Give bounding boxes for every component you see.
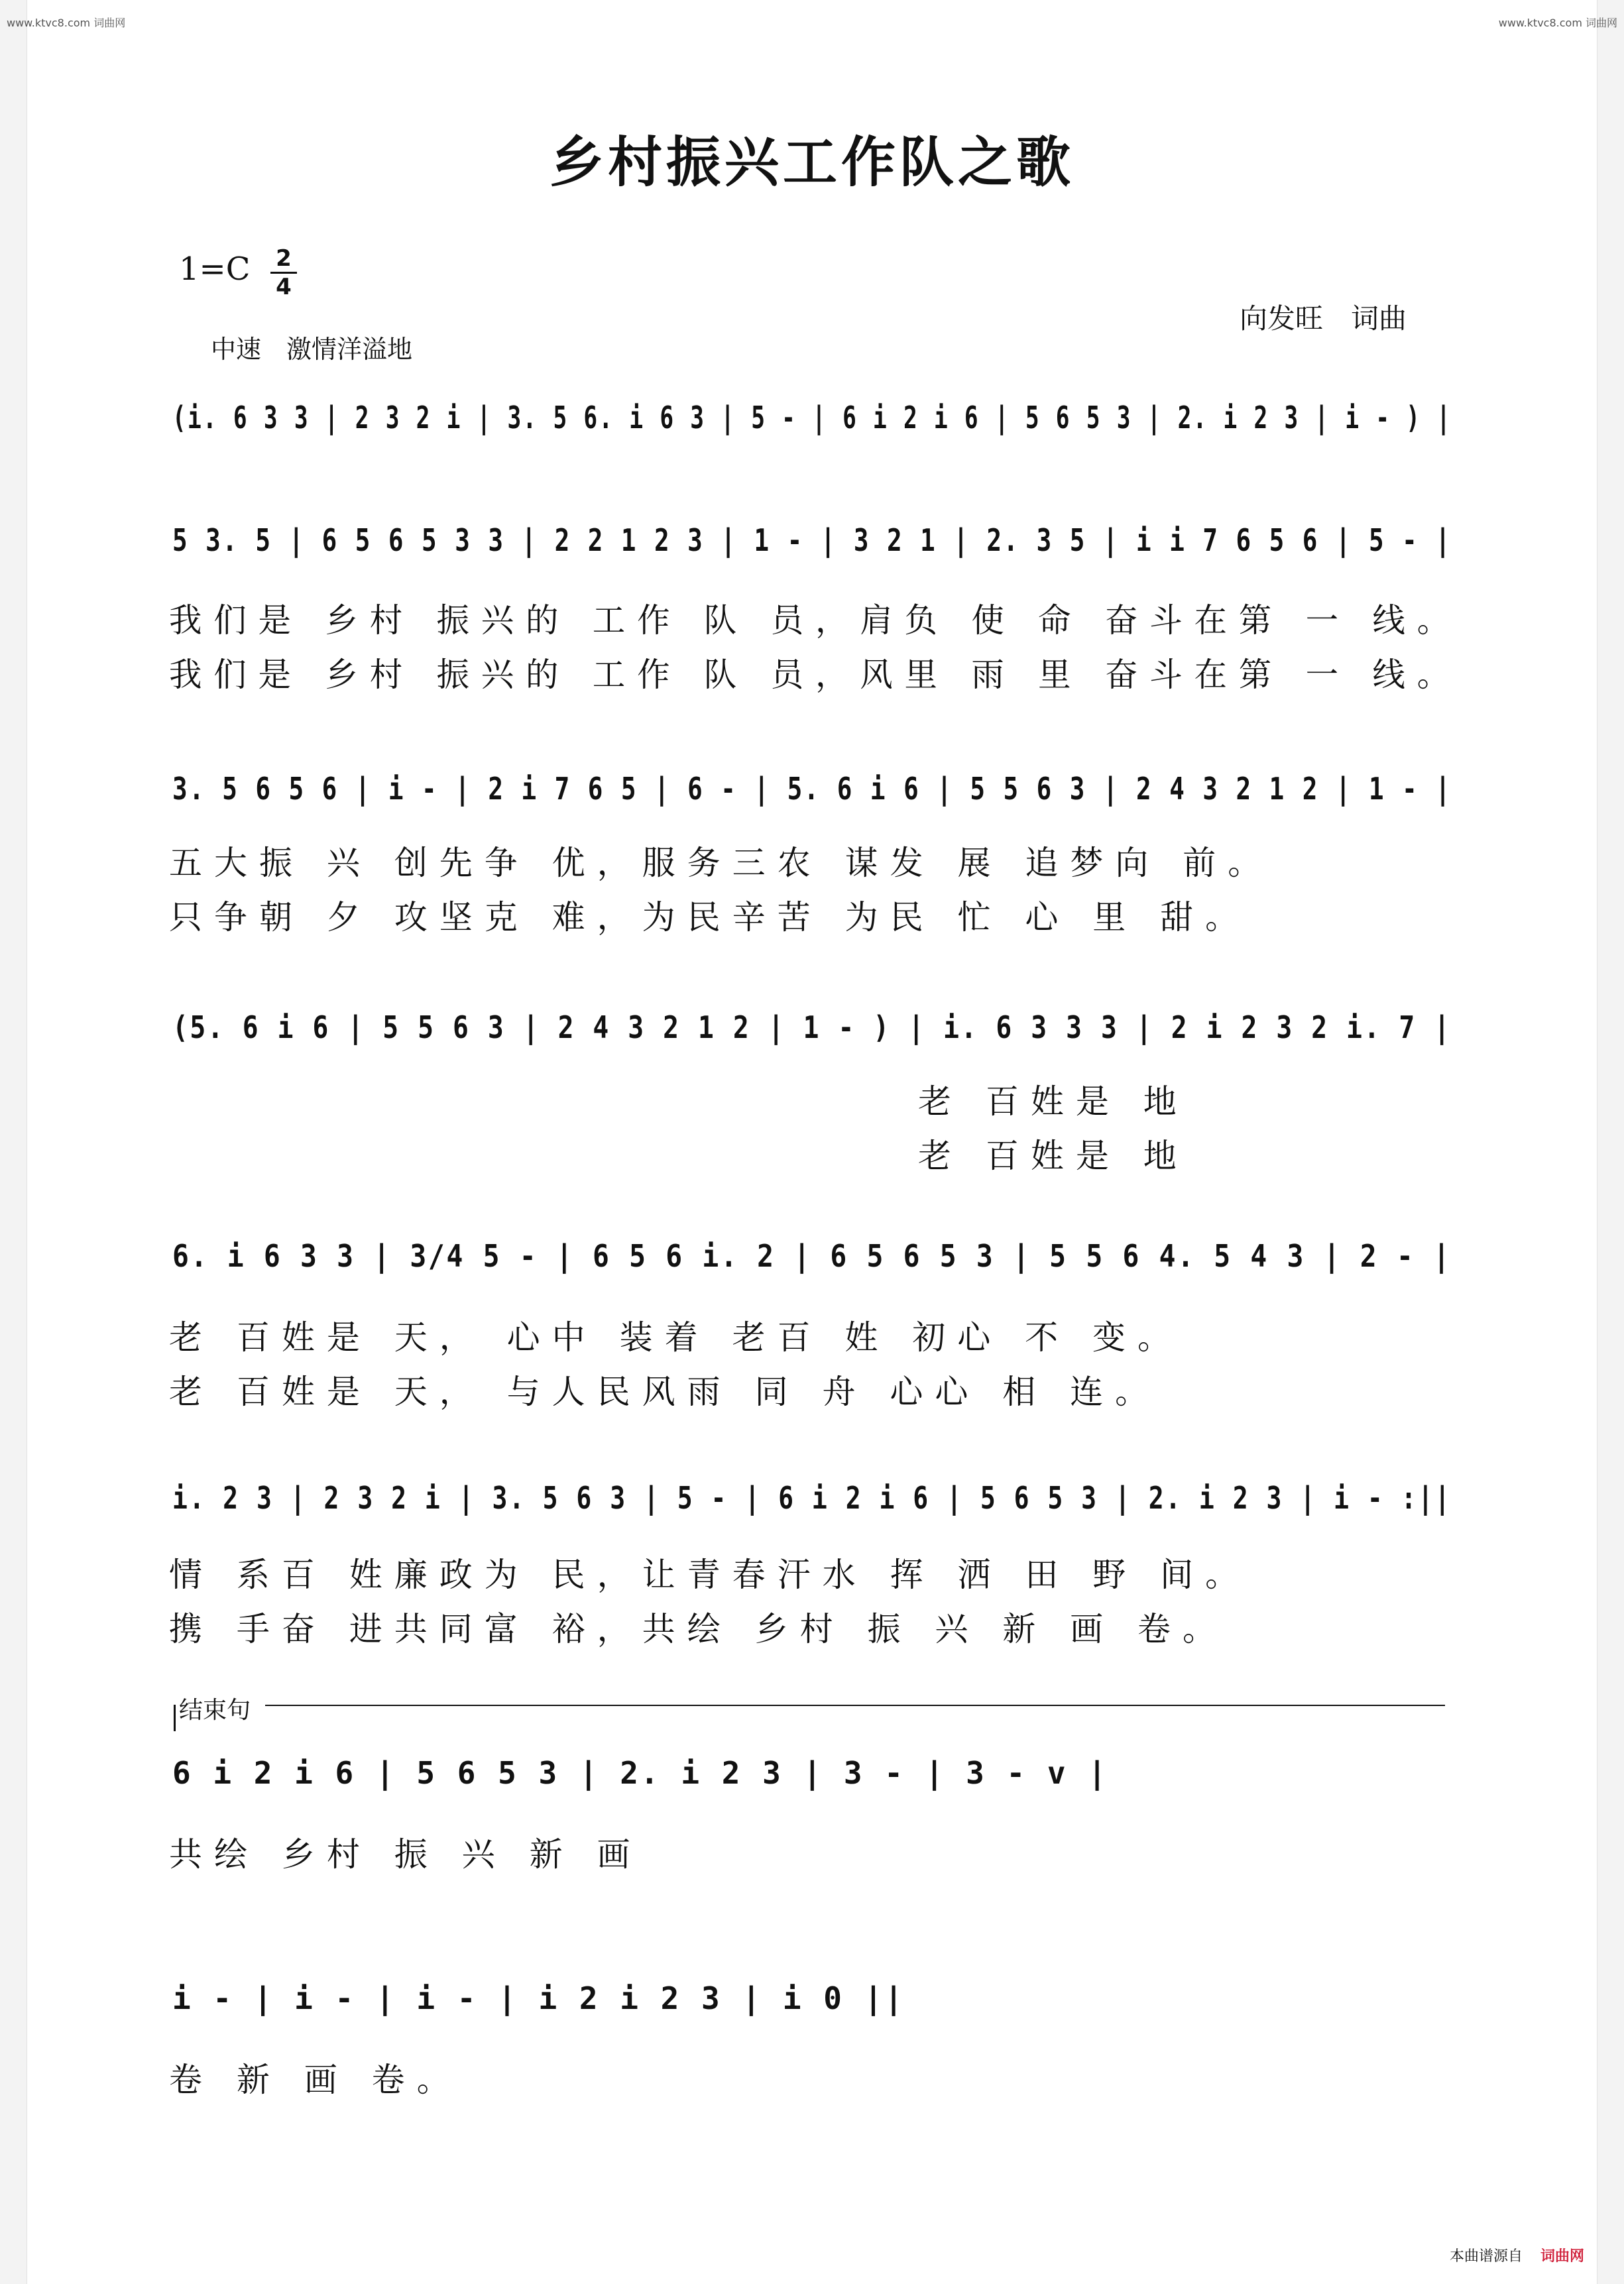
staff-3 xyxy=(172,756,1452,822)
ending-label: 结束句 xyxy=(179,1697,251,1724)
footer-source xyxy=(1450,2245,1584,2265)
ending-bracket-hook xyxy=(174,1705,176,1731)
composer-credit: 向发旺 词曲 xyxy=(1240,302,1407,335)
song-title: 乡村振兴工作队之歌 xyxy=(549,131,1074,194)
staff-notes: 3. 5 6 5 6 | i - | 2 i 7 6 5 | 6 - | 5. 6 i 6 | 5 5 6 3 | 2 4 3 2 1 2 | 1 - | xyxy=(172,771,1452,807)
meter-top: 2 xyxy=(276,245,292,272)
left-margin-strip xyxy=(0,0,27,2284)
corner-watermark-left: www.ktvc8.com 词曲网 xyxy=(7,17,126,29)
key-signature: 1=C xyxy=(179,251,251,288)
meter-bottom: 4 xyxy=(276,274,292,300)
footer-note: 本曲谱源自 xyxy=(1449,2248,1523,2265)
staff-8 xyxy=(172,1965,1452,2031)
lyrics-line: 老 百姓是 地 xyxy=(918,1137,1189,1175)
time-signature xyxy=(270,247,297,299)
right-margin-strip xyxy=(1597,0,1624,2284)
lyrics-line: 携 手奋 进共同富 裕，共绘 乡村 振 兴 新 画 卷。 xyxy=(169,1610,1228,1648)
staff-notes: 6. i 6 3 3 | 3/4 5 - | 6 5 6 i. 2 | 6 5 6 5 3 | 5 5 6 4. 5 4 3 | 2 - | xyxy=(172,1238,1452,1274)
lyrics-line: 老 百姓是 地 xyxy=(918,1082,1189,1121)
lyrics-line: 我们是 乡村 振兴的 工作 队 员，风里 雨 里 奋斗在第 一 线。 xyxy=(169,656,1462,694)
tempo-marking: 中速 激情洋溢地 xyxy=(211,335,413,364)
lyrics-line: 卷 新 画 卷。 xyxy=(169,2061,462,2099)
lyrics-line: 老 百姓是 天， 与人民风雨 同 舟 心心 相 连。 xyxy=(169,1373,1161,1411)
staff-2 xyxy=(172,507,1452,573)
ending-bracket-line xyxy=(265,1705,1445,1706)
lyrics-line: 情 系百 姓廉政为 民，让青春汗水 挥 洒 田 野 间。 xyxy=(169,1556,1251,1594)
staff-notes: i - | i - | i - | i 2 i 2 3 | i 0 || xyxy=(172,1980,905,2016)
staff-notes: (5. 6 i 6 | 5 5 6 3 | 2 4 3 2 1 2 | 1 - ) | i. 6 3 3 3 | 2 i 2 3 2 i. 7 | xyxy=(172,1009,1452,1045)
staff-notes: 6 i 2 i 6 | 5 6 5 3 | 2. i 2 3 | 3 - | 3 - v | xyxy=(172,1755,1108,1791)
lyrics-line: 只争朝 夕 攻坚克 难，为民辛苦 为民 忙 心 里 甜。 xyxy=(169,898,1251,937)
staff-4 xyxy=(172,994,1452,1060)
staff-6 xyxy=(172,1465,1452,1531)
staff-notes: (i. 6 3 3 | 2 3 2 i | 3. 5 6. i 6 3 | 5 - | 6 i 2 i 6 | 5 6 5 3 | 2. i 2 3 | i - ) | xyxy=(172,400,1452,435)
staff-notes: 5 3. 5 | 6 5 6 5 3 3 | 2 2 1 2 3 | 1 - | 3 2 1 | 2. 3 5 | i i 7 6 5 6 | 5 - | xyxy=(172,522,1452,558)
staff-5 xyxy=(172,1223,1452,1289)
lyrics-line: 共绘 乡村 振 兴 新 画 xyxy=(169,1835,642,1874)
staff-notes: i. 2 3 | 2 3 2 i | 3. 5 6 3 | 5 - | 6 i 2 i 6 | 5 6 5 3 | 2. i 2 3 | i - :|| xyxy=(172,1480,1452,1516)
corner-watermark-right: www.ktvc8.com 词曲网 xyxy=(1498,17,1617,29)
lyrics-line: 五大振 兴 创先争 优，服务三农 谋发 展 追梦向 前。 xyxy=(169,844,1273,882)
staff-1 xyxy=(172,384,1452,451)
lyrics-line: 我们是 乡村 振兴的 工作 队 员，肩负 使 命 奋斗在第 一 线。 xyxy=(169,601,1462,640)
lyrics-line: 老 百姓是 天， 心中 装着 老百 姓 初心 不 变。 xyxy=(169,1318,1183,1357)
staff-7 xyxy=(172,1740,1452,1806)
footer-brand[interactable]: 词曲网 xyxy=(1540,2248,1584,2265)
